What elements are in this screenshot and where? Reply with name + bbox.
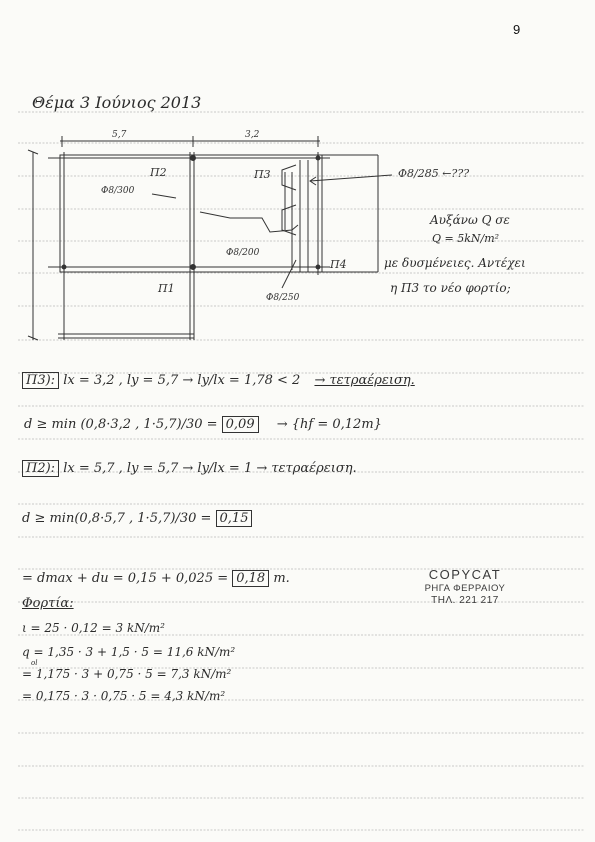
calc-line-1-text: lx = 3,2 , ly = 5,7 → ly/lx = 1,78 < 2 (63, 373, 301, 388)
load-line-2-text: q = 1,35 · 3 + 1,5 · 5 = 11,6 kN/m² (22, 645, 236, 659)
page-title: Θέμα 3 Ιούνιος 2013 (32, 93, 202, 112)
page-number: 9 (513, 22, 521, 37)
calc-line-2-box: 0,09 (222, 416, 259, 433)
calc-line-2-text: d ≥ min (0,8·3,2 , 1·5,7)/30 = (24, 417, 218, 432)
copycat-stamp (400, 567, 530, 606)
loads-heading: Φορτία: (22, 596, 74, 611)
calc-line-3 (22, 462, 357, 475)
stamp-line-3: ΤΗΛ. 221 217 (431, 595, 499, 606)
calc-line-5-text: = dmax + du = 0,15 + 0,025 = (22, 571, 229, 586)
calc-line-3-text: lx = 5,7 , ly = 5,7 → ly/lx = 1 → τετραέρειση. (63, 461, 357, 476)
rebar-bottom-label: Φ8/250 (266, 293, 300, 303)
calc-line-4-box: 0,15 (216, 510, 253, 527)
calc-line-5-unit: m. (273, 571, 290, 586)
calc-line-2 (24, 418, 382, 431)
stamp-line-2: ΡΗΓΑ ΦΕΡΡΑΙΟΥ (424, 583, 506, 594)
calc-line-4 (22, 512, 252, 525)
rebar-mid-label: Φ8/200 (226, 248, 260, 258)
calc-line-1 (22, 374, 415, 387)
slab-p2-tag: Π2): (22, 460, 59, 477)
stamp-line-1: COPYCAT (428, 567, 502, 582)
calc-line-5 (22, 572, 290, 585)
question-line-4: η Π3 το νέο φορτίο; (390, 281, 511, 295)
dim-right-label: 3,2 (245, 130, 260, 140)
question-line-1: Αυξάνω Q σε (430, 213, 510, 227)
calc-line-5-box: 0,18 (232, 570, 269, 587)
load-line-2 (22, 646, 235, 658)
dim-left-label: 5,7 (112, 130, 127, 140)
slab-p1-label: Π1 (158, 282, 175, 295)
load-line-1: ι = 25 · 0,12 = 3 kN/m² (22, 621, 165, 635)
load-line-2-subscript: ol (31, 659, 38, 667)
load-line-4: = 0,175 · 3 · 0,75 · 5 = 4,3 kN/m² (22, 689, 226, 703)
slab-p4-label: Π4 (330, 258, 347, 271)
calc-line-2-tail: → {hf = 0,12m} (276, 417, 382, 432)
slab-p3-tag: Π3): (22, 372, 59, 389)
rebar-p3-label: Φ8/285 ←??? (398, 167, 470, 180)
slab-p2-label: Π2 (150, 166, 167, 179)
question-line-3: με δυσμένειες. Αντέχει (384, 256, 526, 270)
calc-line-1-result: → τετραέρειση. (314, 373, 415, 388)
rebar-p2-label: Φ8/300 (101, 186, 135, 196)
slab-p3-label: Π3 (254, 168, 271, 181)
question-line-2: Q = 5kN/m² (432, 232, 500, 245)
load-line-3: = 1,175 · 3 + 0,75 · 5 = 7,3 kN/m² (22, 667, 232, 681)
calc-line-4-text: d ≥ min(0,8·5,7 , 1·5,7)/30 = (22, 511, 212, 526)
